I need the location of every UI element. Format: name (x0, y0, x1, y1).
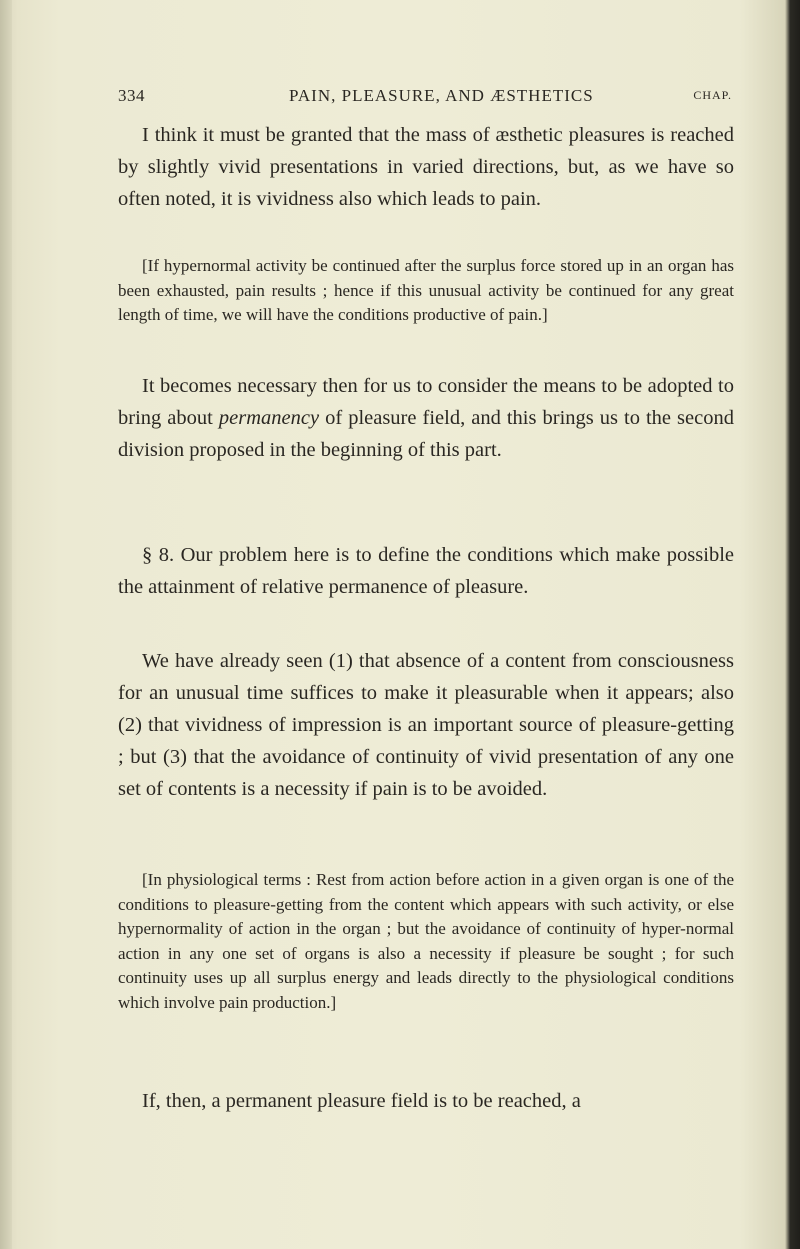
paragraph-6-text: [In physiological terms : Rest from action before action in a given organ is one of the conditions to pleasure-getting from the content which appears with such activity, or else hypernormality of action in the organ ; but the avoidance of continuity of hyper-normal action in any one set of organs is also a necessity if pleasure be sought ; for such continuity uses up all surplus energy and leads directly to the physiological conditions which involve pain production.] (118, 870, 734, 1012)
running-title: PAIN, PLEASURE, AND ÆSTHETICS (289, 86, 594, 105)
paragraph-7-text: If, then, a permanent pleasure field is to be reached, a (142, 1090, 581, 1112)
section-8-paragraph (118, 539, 734, 603)
paragraph-3 (118, 370, 734, 466)
section-8-text: § 8. Our problem here is to define the conditions which make possible the attainment of relative permanence of pleasure. (118, 544, 734, 598)
paragraph-1-text: I think it must be granted that the mass of æsthetic pleasures is reached by slightly vivid presentations in varied directions, but, as we have so often noted, it is vividness also which leads to pain. (118, 124, 734, 210)
paragraph-1 (118, 119, 734, 215)
paragraph-5 (118, 645, 734, 805)
paragraph-2-text: [If hypernormal activity be continued after the surplus force stored up in an organ has been exhausted, pain results ; hence if this unusual activity be continued for any great length of time, we will have the conditions productive of pain.] (118, 256, 734, 324)
paragraph-6-bracketed (118, 868, 734, 1015)
running-header (118, 86, 732, 110)
page-number: 334 (118, 86, 145, 105)
paragraph-5-text: We have already seen (1) that absence of a content from consciousness for an unusual time suffices to make it pleasurable when it appears; also (2) that vividness of impression is an important source of pleasure-getting ; but (3) that the avoidance of continuity of vivid presentation of any one set of contents is a necessity if pain is to be avoided. (118, 650, 734, 800)
chapter-label: CHAP. (693, 88, 732, 102)
paragraph-3-text-b: of pleasure field, and this brings us to the second division proposed in the beginning of this part. (118, 407, 734, 461)
page-gutter (0, 0, 12, 1249)
paragraph-7 (118, 1085, 734, 1117)
paragraph-3-text-a: It becomes necessary then for us to consider the means to be adopted to bring about (118, 375, 734, 429)
paragraph-2-bracketed (118, 254, 734, 328)
emphasis-permanency: permanency (218, 407, 320, 429)
